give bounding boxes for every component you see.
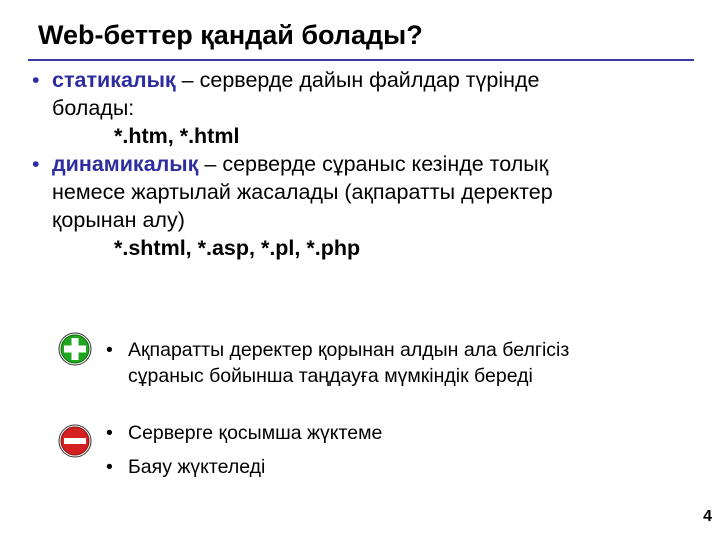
list-item <box>106 454 382 480</box>
bullet-static-line2: болады: <box>52 96 135 120</box>
bullet-dynamic-text: – серверде сұраныс кезінде толық <box>198 152 549 176</box>
static-extensions: *.htm, *.html <box>114 124 240 148</box>
con-item-1: Серверге қосымша жүктеме <box>128 422 383 444</box>
slide-title: Web-беттер қандай болады? <box>38 20 423 50</box>
bullet-marker: • <box>32 152 40 176</box>
list-item <box>106 337 569 389</box>
bullet-marker: • <box>106 422 113 444</box>
keyword-dynamic: динамикалық <box>52 152 199 176</box>
con-item-2: Баяу жүктеледі <box>128 456 266 478</box>
bullet-static <box>32 66 692 94</box>
plus-icon <box>58 332 92 371</box>
keyword-static: статикалық <box>52 68 176 92</box>
list-item <box>106 420 382 446</box>
bullet-dynamic-line2: немесе жартылай жасалады (ақпаратты деректер <box>52 180 553 204</box>
bullet-marker: • <box>106 456 113 478</box>
cons-list <box>106 420 382 480</box>
dynamic-extensions: *.shtml, *.asp, *.pl, *.php <box>114 236 361 260</box>
pro-line1: Ақпаратты деректер қорынан алдын ала белгісіз <box>128 339 570 361</box>
title-divider <box>28 59 694 61</box>
main-bullets <box>32 66 692 262</box>
minus-icon <box>58 424 92 463</box>
bullet-marker: • <box>32 68 40 92</box>
pro-line2: сұраныс бойынша таңдауға мүмкіндік береді <box>128 365 533 387</box>
bullet-dynamic <box>32 150 692 178</box>
page-number: 4 <box>703 508 712 525</box>
bullet-static-text: – серверде дайын файлдар түрінде <box>175 68 540 92</box>
bullet-dynamic-line3: қорынан алу) <box>52 208 185 232</box>
bullet-marker: • <box>106 339 113 361</box>
pros-list <box>106 337 569 389</box>
